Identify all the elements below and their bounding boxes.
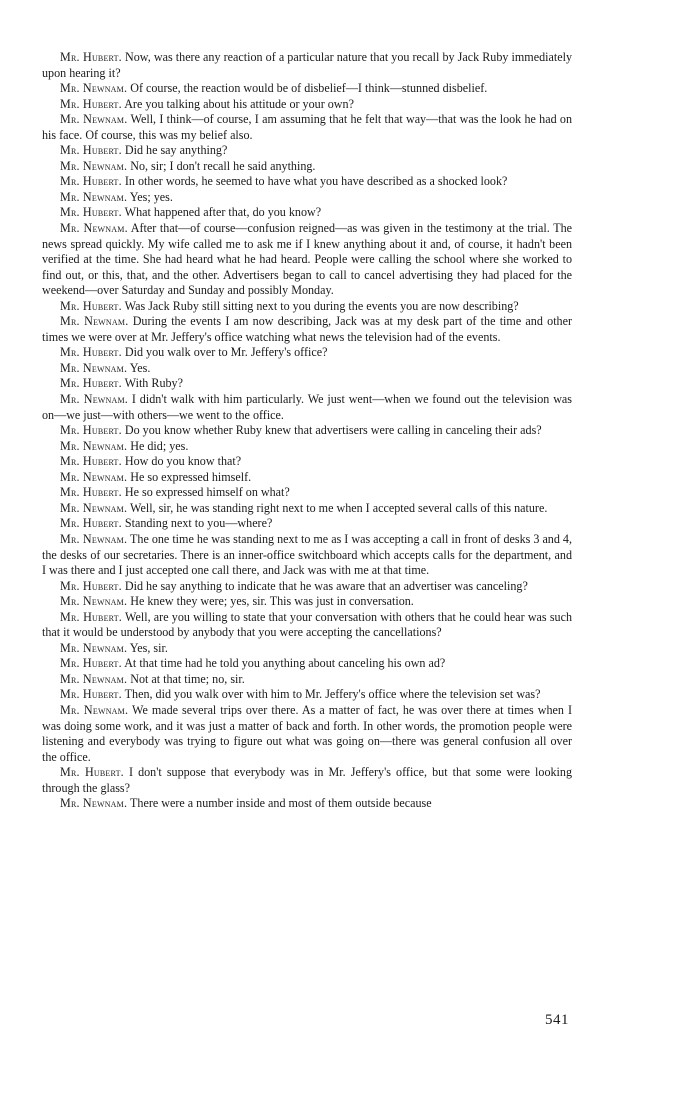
paragraph: [42, 656, 572, 672]
transcript-body: [42, 50, 572, 812]
speaker-label: Mr. Hubert.: [60, 174, 122, 189]
paragraph: [42, 361, 572, 377]
speaker-label: Mr. Hubert.: [60, 345, 122, 360]
speaker-label: Mr. Hubert.: [60, 96, 122, 111]
paragraph-text: At that time had he told you anything about canceling his own ad?: [124, 656, 446, 671]
paragraph-text: I don't suppose that everybody was in Mr. Jeffery's office, but that some were looking through the glass?: [42, 765, 572, 795]
paragraph: [42, 454, 572, 470]
speaker-label: Mr. Hubert.: [60, 143, 122, 158]
paragraph: [42, 687, 572, 703]
speaker-label: Mr. Newnam.: [60, 702, 129, 717]
paragraph-text: Yes; yes.: [129, 189, 173, 204]
paragraph: [42, 50, 572, 81]
speaker-label: Mr. Newnam.: [60, 158, 128, 173]
paragraph: [42, 470, 572, 486]
paragraph-text: The one time he was standing next to me as I was accepting a call in front of desks 3 and 4, the desks of our secretaries. There is an inner-office switchboard which accepts calls for the department, and I was there and I just accepted one call there, and Jack was with me at that time.: [42, 531, 572, 578]
speaker-label: Mr. Newnam.: [60, 469, 128, 484]
speaker-label: Mr. Hubert.: [60, 376, 122, 391]
paragraph: [42, 143, 572, 159]
speaker-label: Mr. Hubert.: [60, 609, 123, 624]
paragraph-text: Well, are you willing to state that your conversation with others that he could hear was such that it would be understood by anybody that you were accepting the cancellations?: [42, 609, 573, 640]
speaker-label: Mr. Newnam.: [60, 221, 128, 236]
paragraph: [42, 190, 572, 206]
paragraph: [42, 221, 572, 299]
paragraph: [42, 439, 572, 455]
speaker-label: Mr. Hubert.: [60, 656, 122, 671]
paragraph: [42, 376, 572, 392]
speaker-label: Mr. Newnam.: [60, 594, 128, 609]
paragraph-text: Did he say anything to indicate that he was aware that an advertiser was canceling?: [124, 578, 528, 593]
paragraph-text: Yes.: [129, 360, 151, 375]
paragraph: [42, 641, 572, 657]
paragraph-text: We made several trips over there. As a matter of fact, he was over there at times when I was doing some work, and it was just a matter of back and forth. In other words, the promotion people were listening and everybody was trying to figure out what was going on—there was general confusion all over the office.: [42, 702, 573, 764]
paragraph-text: He did; yes.: [130, 438, 189, 453]
speaker-label: Mr. Newnam.: [60, 640, 128, 655]
paragraph: [42, 174, 572, 190]
speaker-label: Mr. Newnam.: [60, 360, 128, 375]
paragraph-text: Was Jack Ruby still sitting next to you during the events you are now describing?: [124, 298, 519, 313]
speaker-label: Mr. Newnam.: [60, 531, 128, 546]
speaker-label: Mr. Hubert.: [60, 516, 122, 531]
paragraph-text: Yes, sir.: [129, 640, 168, 655]
paragraph-text: After that—of course—confusion reigned—as was given in the testimony at the trial. The news spread quickly. My wife called me to ask me if I knew anything about it and, of course, it hadn't been verified at the time. She had heard what he had heard. People were calling the school where she worked to find out, or this, that, and the other. Advertisers began to call to cancel advertising they had placed for the weekend—over Saturday and Sunday and possibly Monday.: [42, 221, 573, 298]
speaker-label: Mr. Newnam.: [60, 671, 128, 686]
paragraph: [42, 423, 572, 439]
speaker-label: Mr. Hubert.: [60, 205, 122, 220]
speaker-label: Mr. Hubert.: [60, 687, 122, 702]
paragraph-text: In other words, he seemed to have what you have described as a shocked look?: [124, 174, 508, 189]
paragraph-text: What happened after that, do you know?: [124, 205, 322, 220]
paragraph: [42, 672, 572, 688]
page-number: 541: [545, 1012, 569, 1028]
paragraph-text: There were a number inside and most of them outside because: [130, 796, 432, 811]
paragraph: [42, 205, 572, 221]
speaker-label: Mr. Hubert.: [60, 765, 124, 780]
speaker-label: Mr. Newnam.: [60, 500, 128, 515]
paragraph: [42, 97, 572, 113]
paragraph-text: Did you walk over to Mr. Jeffery's office?: [124, 345, 328, 360]
speaker-label: Mr. Hubert.: [60, 578, 122, 593]
speaker-label: Mr. Newnam.: [60, 796, 128, 811]
speaker-label: Mr. Newnam.: [60, 81, 128, 96]
paragraph: [42, 501, 572, 517]
paragraph-text: No, sir; I don't recall he said anything.: [130, 158, 316, 173]
speaker-label: Mr. Newnam.: [60, 392, 129, 407]
paragraph: [42, 532, 572, 579]
speaker-label: Mr. Hubert.: [60, 454, 122, 469]
paragraph-text: Now, was there any reaction of a particular nature that you recall by Jack Ruby immediately upon hearing it?: [42, 50, 572, 80]
paragraph-text: Standing next to you—where?: [124, 516, 273, 531]
paragraph: [42, 81, 572, 97]
speaker-label: Mr. Newnam.: [60, 314, 129, 329]
paragraph: [42, 485, 572, 501]
paragraph: [42, 765, 572, 796]
speaker-label: Mr. Newnam.: [60, 112, 128, 127]
speaker-label: Mr. Newnam.: [60, 438, 128, 453]
paragraph: [42, 299, 572, 315]
paragraph: [42, 610, 572, 641]
paragraph-text: Then, did you walk over with him to Mr. Jeffery's office where the television set was?: [124, 687, 541, 702]
paragraph-text: Well, sir, he was standing right next to me when I accepted several calls of this nature.: [130, 500, 548, 515]
paragraph-text: With Ruby?: [124, 376, 183, 391]
paragraph-text: Do you know whether Ruby knew that advertisers were calling in canceling their ads?: [124, 423, 542, 438]
speaker-label: Mr. Hubert.: [60, 50, 122, 64]
paragraph: [42, 159, 572, 175]
paragraph: [42, 314, 572, 345]
paragraph-text: He so expressed himself.: [130, 469, 252, 484]
paragraph-text: Of course, the reaction would be of disbelief—I think—stunned disbelief.: [130, 81, 488, 96]
paragraph: [42, 594, 572, 610]
paragraph-text: He knew they were; yes, sir. This was just in conversation.: [130, 594, 414, 609]
paragraph-text: He so expressed himself on what?: [124, 485, 290, 500]
paragraph-text: During the events I am now describing, Jack was at my desk part of the time and other times we were over at Mr. Jeffery's office watching what news the television had of the events.: [42, 314, 572, 344]
paragraph-text: How do you know that?: [124, 454, 242, 469]
paragraph: [42, 796, 572, 812]
speaker-label: Mr. Hubert.: [60, 298, 122, 313]
paragraph: [42, 392, 572, 423]
paragraph-text: I didn't walk with him particularly. We just went—when we found out the television was on—we just—with others—we went to the office.: [42, 392, 573, 422]
speaker-label: Mr. Hubert.: [60, 485, 122, 500]
paragraph: [42, 703, 572, 765]
speaker-label: Mr. Hubert.: [60, 423, 122, 438]
paragraph: [42, 516, 572, 532]
paragraph: [42, 579, 572, 595]
paragraph: [42, 112, 572, 143]
paragraph-text: Did he say anything?: [124, 143, 228, 158]
paragraph-text: Not at that time; no, sir.: [130, 671, 245, 686]
speaker-label: Mr. Newnam.: [60, 189, 128, 204]
paragraph-text: Well, I think—of course, I am assuming that he felt that way—that was the look he had on his face. Of course, this was my belief also.: [42, 112, 572, 142]
paragraph: [42, 345, 572, 361]
paragraph-text: Are you talking about his attitude or your own?: [124, 96, 354, 111]
